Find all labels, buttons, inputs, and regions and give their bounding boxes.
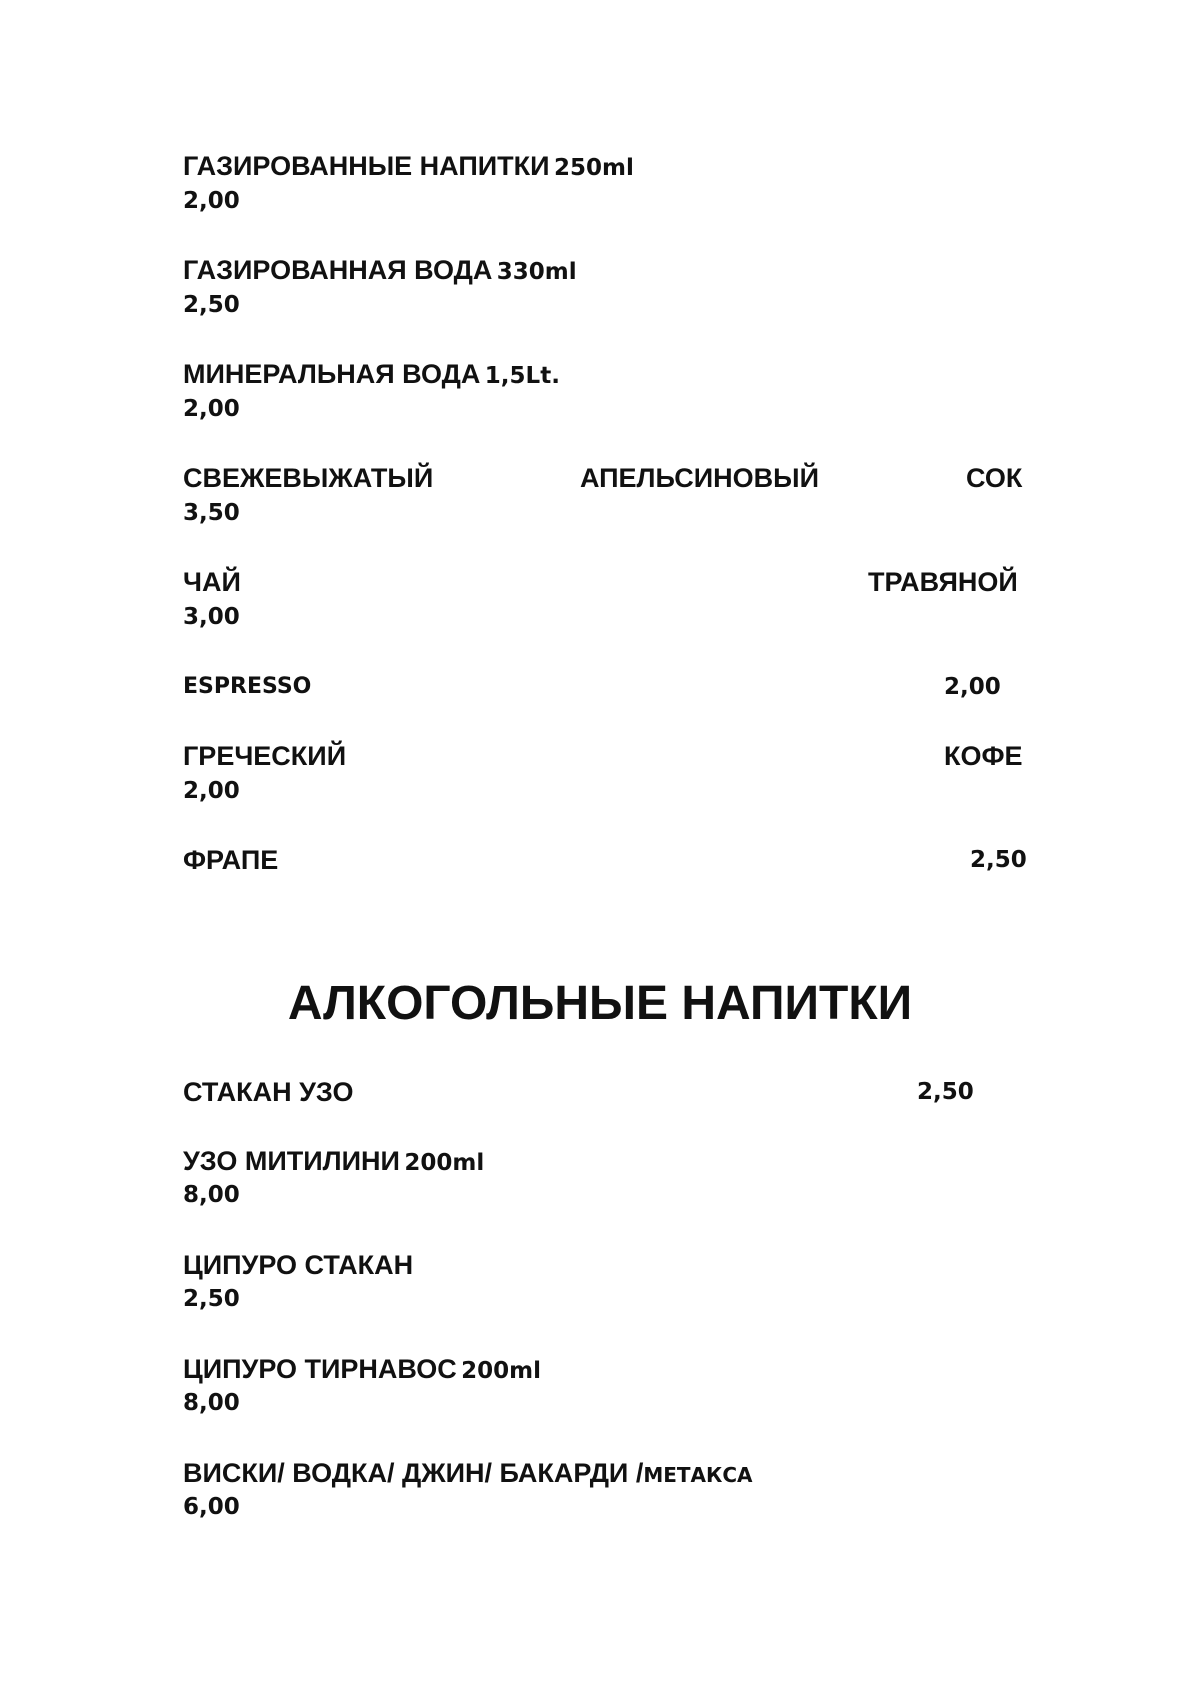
item-name: ГАЗИРОВАННАЯ ВОДА	[183, 255, 493, 285]
item-name: ФРАПЕ	[183, 845, 279, 875]
item-price: 2,00	[183, 188, 240, 214]
item-name: СТАКАН УЗО	[183, 1077, 354, 1107]
item-price: 8,00	[183, 1182, 240, 1208]
menu-item-tsipouro-tyrnavos	[183, 1356, 541, 1383]
menu-item-spirits	[183, 1460, 753, 1487]
item-price: 3,50	[183, 500, 240, 526]
item-price: 2,50	[183, 292, 240, 318]
item-price: 2,50	[917, 1079, 974, 1105]
menu-item-soft-drinks	[183, 153, 634, 180]
item-price: 2,00	[183, 396, 240, 422]
item-name: ESPRESSO	[183, 674, 312, 699]
item-price: 2,50	[183, 1286, 240, 1312]
item-word: ТРАВЯНОЙ	[868, 567, 1018, 597]
item-word: СВЕЖЕВЫЖАТЫЙ	[183, 463, 434, 493]
item-price: 2,00	[183, 778, 240, 804]
item-price: 8,00	[183, 1390, 240, 1416]
item-price: 6,00	[183, 1494, 240, 1520]
item-word: ЧАЙ	[183, 567, 241, 597]
item-name: МИНЕРАЛЬНАЯ ВОДА	[183, 359, 481, 389]
item-word: СОК	[966, 463, 1023, 493]
item-name: ЦИПУРО СТАКАН	[183, 1250, 414, 1280]
item-name: ВИСКИ/ ВОДКА/ ДЖИН/ БАКАРДИ /	[183, 1458, 644, 1488]
item-size: 250ml	[553, 155, 634, 181]
item-price: 2,50	[970, 847, 1027, 873]
item-size: 200ml	[404, 1150, 485, 1176]
item-word: КОФЕ	[944, 741, 1023, 771]
menu-item-soda-water	[183, 257, 577, 284]
item-name: ЦИПУРО ТИРНАВОС	[183, 1354, 457, 1384]
item-size: 200ml	[461, 1358, 542, 1384]
menu-item-ouzo-mytilini	[183, 1148, 484, 1175]
item-price: 2,00	[944, 674, 1001, 700]
item-price: 3,00	[183, 604, 240, 630]
item-size: 1,5Lt.	[484, 363, 560, 389]
section-heading-alcohol: АЛКОГОЛЬНЫЕ НАПИТКИ	[287, 977, 913, 1030]
item-size: 330ml	[496, 259, 577, 285]
menu-item-mineral-water	[183, 361, 560, 388]
item-name: ГАЗИРОВАННЫЕ НАПИТКИ	[183, 151, 550, 181]
item-name: УЗО МИТИЛИНИ	[183, 1146, 400, 1176]
item-word: ГРЕЧЕСКИЙ	[183, 741, 347, 771]
item-name-suffix: МЕТАКСА	[643, 1463, 753, 1487]
item-word: АПЕЛЬСИНОВЫЙ	[580, 463, 819, 493]
